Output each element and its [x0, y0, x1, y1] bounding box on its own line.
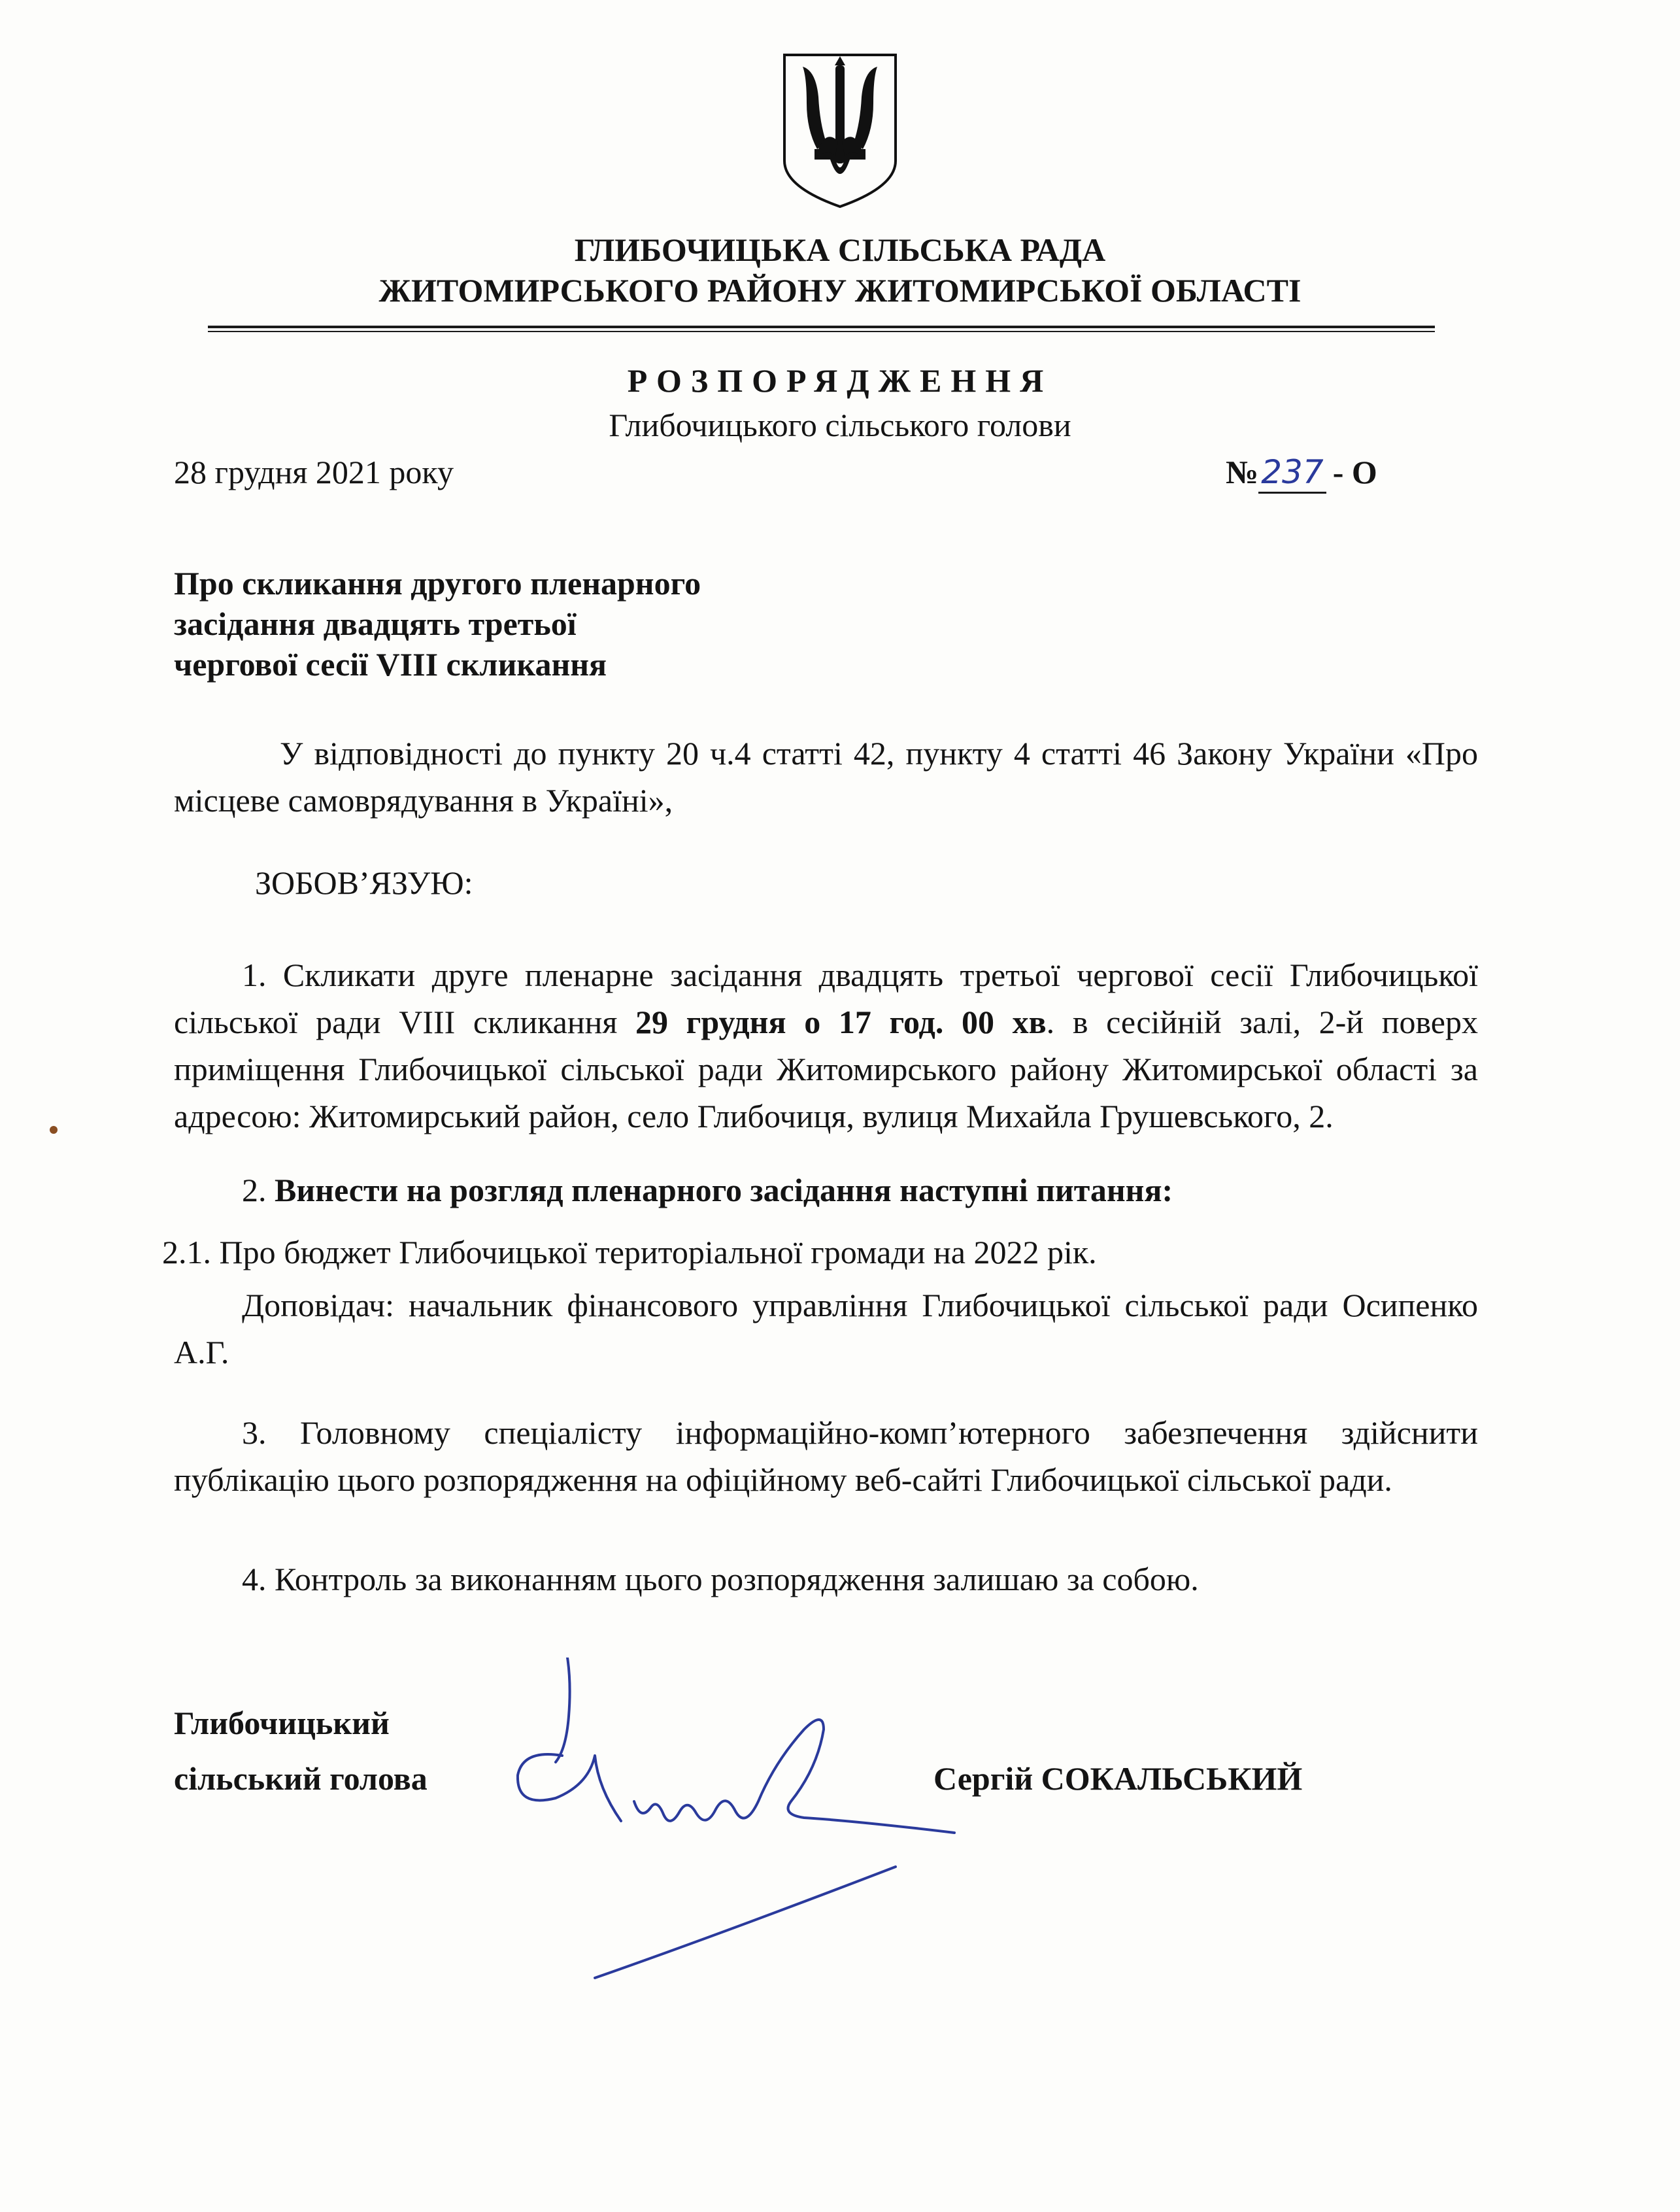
subject-line1: Про скликання другого пленарного	[174, 565, 701, 602]
header-rule-thin	[208, 331, 1435, 332]
item-2-1-speaker: Доповідач: начальник фінансового управління Глибочицької сільської ради Осипенко А.Г.	[174, 1287, 1478, 1370]
document-title: РОЗПОРЯДЖЕННЯ	[627, 362, 1053, 399]
trident-emblem-icon	[781, 51, 899, 211]
item-1-text-a: 1. Скликати друге пленарне засідання двадцять третьої чергової сесії Глибочицької сільської ради VIII скликання	[174, 957, 1478, 1040]
item-2-text: Винести на розгляд пленарного засідання наступні питання:	[275, 1172, 1173, 1208]
intro-paragraph: У відповідності до пункту 20 ч.4 статті 42, пункту 4 статті 46 Закону України «Про місцеве самоврядування в Україні»,	[174, 735, 1478, 819]
number-handwritten: 237	[1258, 452, 1326, 494]
paper-speck	[50, 1126, 58, 1134]
item-2-1-paragraph: 2.1. Про бюджет Глибочицької територіальної громади на 2022 рік.	[162, 1234, 1097, 1270]
document-date: 28 грудня 2021 року	[174, 454, 454, 490]
document-subtitle: Глибочицького сільського голови	[609, 407, 1071, 443]
handwritten-signature	[516, 1658, 974, 1984]
item-1-paragraph	[174, 951, 1478, 1140]
order-heading: ЗОБОВ’ЯЗУЮ:	[255, 864, 473, 901]
number-suffix: - О	[1332, 454, 1377, 490]
signatory-position-line2: сільський голова	[174, 1760, 428, 1797]
signatory-name: Сергій СОКАЛЬСЬКИЙ	[933, 1760, 1303, 1797]
item-3-paragraph: 3. Головному спеціалісту інформаційно-комп’ютерного забезпечення здійснити публікацію цього розпорядження на офіційному веб-сайті Глибочицької сільської ради.	[174, 1414, 1478, 1498]
organization-name-line2: ЖИТОМИРСЬКОГО РАЙОНУ ЖИТОМИРСЬКОЇ ОБЛАСТІ	[378, 272, 1302, 309]
signatory-position-line1: Глибочицький	[174, 1705, 390, 1741]
organization-name-line1: ГЛИБОЧИЦЬКА СІЛЬСЬКА РАДА	[574, 231, 1106, 268]
subject-line3: чергової сесії VIII скликання	[174, 646, 607, 683]
item-1-datetime: 29 грудня о 17 год. 00 хв	[635, 1004, 1047, 1040]
item-1-text-c: . в сесійній залі, 2-й поверх приміщення Глибочицької сільської ради Житомирського району Житомирської області за адресою: Житомирський район, село Глибочиця, вулиця Михайла Грушевського, 2.	[174, 1004, 1478, 1134]
document-number	[1226, 452, 1377, 494]
item-2-number: 2.	[242, 1172, 275, 1208]
header-rule-thick	[208, 326, 1435, 328]
number-prefix: №	[1226, 454, 1259, 490]
item-2-paragraph	[174, 1170, 1478, 1210]
item-4-paragraph: 4. Контроль за виконанням цього розпорядження залишаю за собою.	[242, 1561, 1199, 1597]
subject-line2: засідання двадцять третьої	[174, 605, 577, 642]
